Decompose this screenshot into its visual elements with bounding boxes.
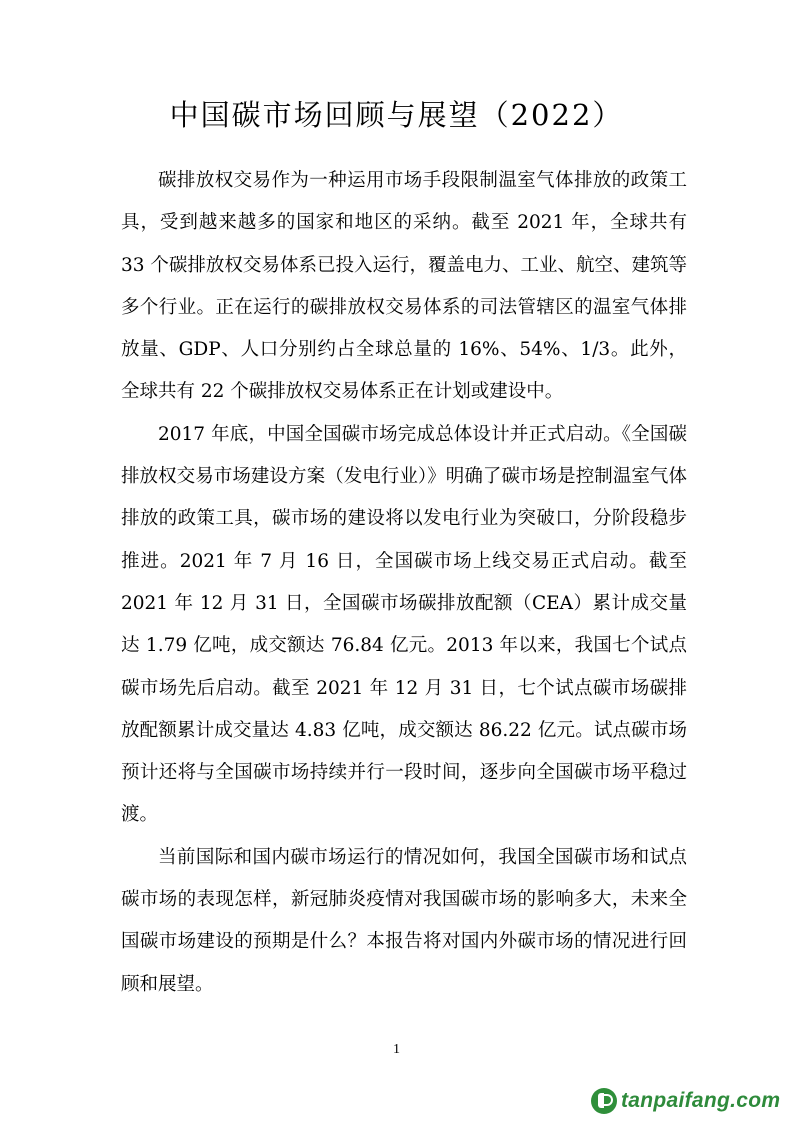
paragraph-3: 当前国际和国内碳市场运行的情况如何，我国全国碳市场和试点碳市场的表现怎样，新冠肺炎疫情对我国碳市场的影响多大，未来全国碳市场建设的预期是什么？本报告将对国内外碳市场的情况进行回顾和展望。: [121, 846, 687, 995]
document-title: 中国碳市场回顾与展望（2022）: [169, 98, 624, 132]
paragraph-1: 碳排放权交易作为一种运用市场手段限制温室气体排放的政策工具，受到越来越多的国家和地区的采纳。截至 2021 年，全球共有 33 个碳排放权交易体系已投入运行，覆盖电力、工业、航空、建筑等多个行业。正在运行的碳排放权交易体系的司法管辖区的温室气体排放量、GDP、人口分别约占全球总量的 16%、54%、1/3。此外，全球共有 22 个碳排放权交易体系正在计划或建设中。: [121, 170, 687, 403]
leaf-logo-icon: [591, 1088, 617, 1114]
watermark-text: tanpaifang.com: [621, 1089, 781, 1112]
document-body: [121, 160, 687, 1006]
page-number: 1: [393, 1042, 400, 1057]
paragraph-2: 2017 年底，中国全国碳市场完成总体设计并正式启动。《全国碳排放权交易市场建设方案（发电行业）》明确了碳市场是控制温室气体排放的政策工具，碳市场的建设将以发电行业为突破口，分阶段稳步推进。2021 年 7 月 16 日，全国碳市场上线交易正式启动。截至 2021 年 12 月 31 日，全国碳市场碳排放配额（CEA）累计成交量达 1.79 亿吨，成交额达 76.84 亿元。2013 年以来，我国七个试点碳市场先后启动。截至 2021 年 12 月 31 日，七个试点碳市场碳排放配额累计成交量达 4.83 亿吨，成交额达 86.22 亿元。试点碳市场预计还将与全国碳市场持续并行一段时间，逐步向全国碳市场平稳过渡。: [121, 423, 687, 826]
watermark: [591, 1085, 787, 1117]
